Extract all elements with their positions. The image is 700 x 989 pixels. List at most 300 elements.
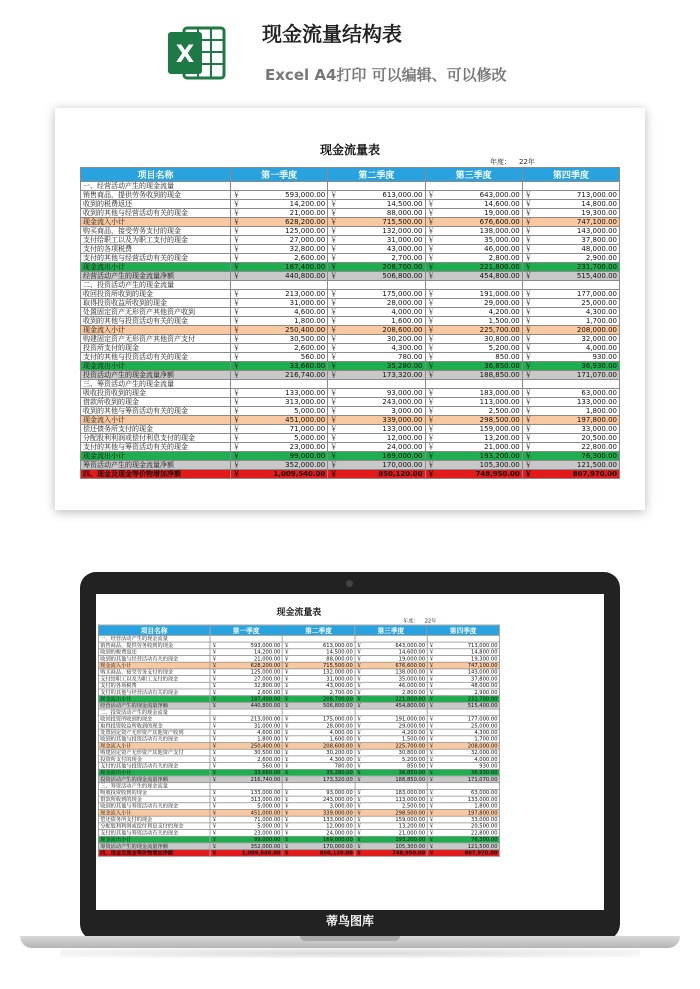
cell-value — [427, 729, 499, 736]
currency-symbol: ￥ — [524, 317, 532, 325]
amount: 21,000.00 — [484, 443, 520, 451]
currency-symbol: ￥ — [427, 443, 435, 451]
cell-value — [425, 371, 522, 380]
amount: 2,600.00 — [257, 689, 281, 696]
cell-value — [231, 443, 328, 452]
cell-value — [282, 743, 354, 750]
currency-symbol: ￥ — [524, 191, 532, 199]
amount: 4,300.00 — [391, 344, 423, 352]
cell-value — [210, 796, 282, 803]
currency-symbol: ￥ — [427, 263, 435, 271]
currency-symbol: ￥ — [428, 675, 435, 682]
amount: 780.00 — [398, 353, 423, 361]
amount: 12,000.00 — [386, 434, 423, 442]
cell-value — [355, 662, 427, 669]
cell-value — [427, 776, 499, 783]
amount: 515,400.00 — [576, 272, 617, 280]
row-label: 购买商品，接受劳务支付的现金 — [98, 669, 210, 676]
cell-value — [328, 272, 425, 281]
currency-symbol: ￥ — [524, 344, 532, 352]
currency-symbol: ￥ — [284, 769, 290, 776]
amount: 14,600.00 — [398, 649, 426, 656]
amount: 208,700.00 — [382, 263, 423, 271]
amount: 183,000.00 — [395, 789, 426, 796]
currency-symbol: ￥ — [233, 299, 240, 307]
cell-value — [427, 655, 499, 662]
amount: 298,500.00 — [395, 809, 426, 816]
cell-value — [328, 461, 425, 470]
amount: 175,000.00 — [382, 290, 423, 298]
cell-value — [328, 191, 425, 200]
currency-symbol: ￥ — [428, 689, 435, 696]
amount: 25,000.00 — [581, 299, 617, 307]
currency-symbol: ￥ — [356, 816, 362, 823]
amount: 133,000.00 — [322, 816, 353, 823]
cell-value — [427, 769, 499, 776]
table-row — [81, 308, 620, 317]
cell-value — [522, 380, 619, 389]
row-label: 偿还债务所支付的现金 — [81, 425, 231, 434]
cell-value — [328, 389, 425, 398]
cell-value — [425, 380, 522, 389]
cell-value — [231, 209, 328, 218]
currency-symbol: ￥ — [524, 353, 532, 361]
cell-value — [522, 362, 619, 371]
currency-symbol: ￥ — [284, 702, 290, 709]
row-label: 支付的其他与筹资活动有关的现金 — [98, 830, 210, 837]
table-row — [98, 783, 499, 790]
amount: 747,100.00 — [467, 662, 498, 669]
cell-value — [425, 461, 522, 470]
row-label: 现金流入小计 — [98, 809, 210, 816]
amount: 560.00 — [262, 762, 281, 769]
amount: 14,600.00 — [484, 200, 520, 208]
row-label: 现金流入小计 — [98, 743, 210, 750]
currency-symbol: ￥ — [233, 254, 240, 262]
currency-symbol: ￥ — [524, 218, 532, 226]
amount: 807,970.00 — [464, 850, 498, 856]
cell-value — [282, 756, 354, 763]
cell-value — [427, 649, 499, 656]
cell-value — [282, 796, 354, 803]
amount: 30,500.00 — [289, 335, 326, 343]
cell-value — [328, 209, 425, 218]
currency-symbol: ￥ — [211, 662, 218, 669]
amount: 177,000.00 — [576, 290, 617, 298]
cell-value — [231, 389, 328, 398]
cell-value — [282, 642, 354, 649]
currency-symbol: ￥ — [524, 416, 532, 424]
table-row — [81, 191, 620, 200]
amount: 1,600.00 — [329, 736, 353, 743]
cell-value — [522, 461, 619, 470]
amount: 30,500.00 — [253, 749, 281, 756]
cell-value — [231, 218, 328, 227]
amount: 1,600.00 — [391, 317, 423, 325]
column-header: 第四季度 — [427, 625, 499, 635]
row-label: 借款所收到的现金 — [81, 398, 231, 407]
cell-value — [210, 642, 282, 649]
amount: 22,800.00 — [471, 829, 498, 836]
currency-symbol: ￥ — [428, 682, 435, 689]
row-label: 分配股利利润或偿付利息支付的现金 — [81, 434, 231, 443]
cell-value — [328, 245, 425, 254]
cell-value — [231, 182, 328, 191]
currency-symbol: ￥ — [330, 263, 338, 271]
cell-value — [328, 434, 425, 443]
amount: 2,900.00 — [474, 689, 498, 696]
table-row — [98, 743, 499, 750]
amount: 4,000.00 — [329, 729, 353, 736]
cell-value — [231, 281, 328, 290]
brand-label: 蒂鸟图库 — [325, 914, 374, 928]
currency-symbol: ￥ — [211, 669, 218, 676]
amount: 208,700.00 — [322, 696, 353, 702]
table-row — [81, 263, 620, 272]
page-subtitle: Excel A4打印 可以编辑、可以修改 — [265, 66, 507, 84]
cell-value — [328, 200, 425, 209]
table-row — [81, 407, 620, 416]
amount: 593,000.00 — [250, 642, 281, 649]
row-label: 分配股利利润或偿付利息支付的现金 — [98, 823, 210, 830]
amount: 440,800.00 — [285, 272, 326, 280]
currency-symbol: ￥ — [330, 470, 338, 478]
currency-symbol: ￥ — [524, 263, 532, 271]
amount: 197,800.00 — [467, 809, 498, 816]
currency-symbol: ￥ — [233, 209, 240, 217]
cell-value — [355, 642, 427, 649]
currency-symbol: ￥ — [356, 749, 362, 756]
cell-value — [522, 470, 619, 479]
cell-value — [522, 281, 619, 290]
currency-symbol: ￥ — [330, 227, 338, 235]
row-label: 收到的税费返还 — [98, 649, 210, 656]
amount: 243,000.00 — [382, 398, 423, 406]
amount: 133,000.00 — [285, 389, 326, 397]
amount: 14,200.00 — [253, 649, 281, 656]
cell-value — [210, 749, 282, 756]
cell-value — [427, 763, 499, 770]
currency-symbol: ￥ — [427, 335, 435, 343]
amount: 250,400.00 — [250, 742, 281, 749]
currency-symbol: ￥ — [428, 655, 435, 662]
currency-symbol: ￥ — [233, 362, 240, 370]
cell-value — [282, 676, 354, 683]
amount: 1,800.00 — [257, 736, 281, 743]
table-row — [98, 655, 499, 662]
currency-symbol: ￥ — [330, 452, 338, 460]
cell-value — [210, 669, 282, 676]
row-label: 投资所支付的现金 — [81, 344, 231, 353]
amount: 187,400.00 — [250, 696, 281, 702]
amount: 3,000.00 — [391, 407, 423, 415]
amount: 36,930.00 — [581, 362, 617, 370]
cell-value — [425, 245, 522, 254]
cell-value — [210, 649, 282, 656]
cell-value — [231, 452, 328, 461]
amount: 32,000.00 — [471, 749, 498, 756]
row-label: 收到的其他与投资活动有关的现金 — [81, 317, 231, 326]
cell-value — [328, 326, 425, 335]
row-label: 收到的其他与投资活动有关的现金 — [98, 736, 210, 743]
cell-value — [355, 669, 427, 676]
amount: 43,000.00 — [386, 245, 423, 253]
amount: 628,200.00 — [250, 662, 281, 669]
row-label: 三、筹资活动产生的现金流量 — [98, 783, 210, 790]
cell-value — [328, 290, 425, 299]
currency-symbol: ￥ — [233, 470, 240, 478]
cell-value — [355, 649, 427, 656]
cell-value — [282, 736, 354, 743]
excel-icon — [166, 22, 228, 84]
amount: 121,500.00 — [467, 843, 498, 850]
row-label: 现金流入小计 — [81, 326, 231, 335]
cell-value — [210, 769, 282, 776]
currency-symbol: ￥ — [427, 344, 435, 352]
cell-value — [425, 290, 522, 299]
amount: 593,000.00 — [285, 191, 326, 199]
amount: 36,930.00 — [471, 769, 498, 776]
amount: 63,000.00 — [581, 389, 617, 397]
currency-symbol: ￥ — [428, 829, 435, 836]
amount: 159,000.00 — [479, 425, 520, 433]
currency-symbol: ￥ — [428, 843, 435, 850]
cell-value — [210, 809, 282, 816]
year-label: 年度： — [403, 617, 419, 624]
currency-symbol: ￥ — [427, 272, 435, 280]
cell-value — [425, 434, 522, 443]
cell-value — [425, 470, 522, 479]
row-label: 现金流入小计 — [81, 218, 231, 227]
row-label: 四、现金及现金等价物增加净额 — [81, 470, 231, 479]
cell-value — [231, 200, 328, 209]
currency-symbol: ￥ — [330, 389, 338, 397]
currency-symbol: ￥ — [284, 682, 290, 689]
amount: 170,000.00 — [382, 461, 423, 469]
amount: 14,800.00 — [471, 649, 498, 656]
currency-symbol: ￥ — [356, 796, 362, 803]
currency-symbol: ￥ — [427, 353, 435, 361]
cell-value — [425, 416, 522, 425]
table-row — [98, 796, 499, 803]
amount: 14,800.00 — [581, 200, 617, 208]
cell-value — [355, 709, 427, 716]
row-label: 收到的其他与经营活动有关的现金 — [98, 655, 210, 662]
currency-symbol: ￥ — [428, 662, 435, 669]
row-label: 收到的税费返还 — [81, 200, 231, 209]
currency-symbol: ￥ — [428, 669, 435, 676]
currency-symbol: ￥ — [233, 308, 240, 316]
amount: 21,000.00 — [289, 209, 326, 217]
currency-symbol: ￥ — [233, 389, 240, 397]
cell-value — [425, 452, 522, 461]
currency-symbol: ￥ — [427, 371, 435, 379]
cell-value — [522, 434, 619, 443]
cell-value — [231, 308, 328, 317]
table-row — [98, 729, 499, 736]
table-row — [98, 850, 499, 857]
amount: 221,800.00 — [395, 696, 426, 702]
amount: 32,800.00 — [289, 245, 326, 253]
year-line — [98, 618, 500, 625]
column-header: 第一季度 — [231, 168, 328, 182]
currency-symbol: ￥ — [524, 398, 532, 406]
amount: 643,000.00 — [479, 191, 520, 199]
amount: 5,000.00 — [257, 803, 281, 810]
amount: 36,850.00 — [484, 362, 520, 370]
table-row — [98, 635, 499, 642]
cell-value — [522, 371, 619, 380]
currency-symbol: ￥ — [284, 742, 290, 749]
amount: 4,600.00 — [257, 729, 281, 736]
currency-symbol: ￥ — [211, 642, 218, 649]
amount: 676,600.00 — [395, 662, 426, 669]
cell-value — [425, 407, 522, 416]
amount: 23,000.00 — [289, 443, 326, 451]
amount: 188,850.00 — [395, 776, 426, 783]
amount: 48,000.00 — [581, 245, 617, 253]
currency-symbol: ￥ — [330, 335, 338, 343]
cell-value — [427, 816, 499, 823]
row-label: 取得投资收益所收到的现金 — [98, 722, 210, 729]
cell-value — [231, 335, 328, 344]
cell-value — [522, 452, 619, 461]
cell-value — [210, 689, 282, 696]
cell-value — [355, 850, 427, 857]
amount: 187,400.00 — [285, 263, 326, 271]
amount: 628,200.00 — [285, 218, 326, 226]
svg-text:X: X — [175, 40, 195, 68]
currency-symbol: ￥ — [427, 452, 435, 460]
amount: 125,000.00 — [285, 227, 326, 235]
amount: 132,000.00 — [382, 227, 423, 235]
amount: 46,000.00 — [484, 245, 520, 253]
currency-symbol: ￥ — [284, 756, 290, 763]
cell-value — [425, 398, 522, 407]
amount: 29,000.00 — [484, 299, 520, 307]
cell-value — [231, 461, 328, 470]
currency-symbol: ￥ — [356, 675, 362, 682]
currency-symbol: ￥ — [330, 326, 338, 334]
table-row — [81, 290, 620, 299]
currency-symbol: ￥ — [233, 227, 240, 235]
currency-symbol: ￥ — [428, 756, 435, 763]
cell-value — [522, 317, 619, 326]
amount: 27,000.00 — [289, 236, 326, 244]
amount: 850,120.00 — [378, 470, 423, 478]
amount: 93,000.00 — [326, 789, 353, 796]
cell-value — [522, 227, 619, 236]
amount: 2,500.00 — [401, 803, 426, 810]
cell-value — [522, 443, 619, 452]
currency-symbol: ￥ — [356, 823, 362, 830]
cell-value — [282, 722, 354, 729]
currency-symbol: ￥ — [330, 425, 338, 433]
cell-value — [328, 281, 425, 290]
cell-value — [355, 783, 427, 790]
currency-symbol: ￥ — [284, 809, 290, 816]
cell-value — [522, 353, 619, 362]
currency-symbol: ￥ — [284, 823, 290, 830]
table-row — [81, 335, 620, 344]
amount: 1,800.00 — [585, 407, 617, 415]
amount: 454,800.00 — [479, 272, 520, 280]
table-row — [81, 281, 620, 290]
cell-value — [282, 809, 354, 816]
cell-value — [425, 326, 522, 335]
currency-symbol: ￥ — [330, 434, 338, 442]
cell-value — [522, 200, 619, 209]
row-label: 收到的其他与筹资活动有关的现金 — [81, 407, 231, 416]
currency-symbol: ￥ — [211, 769, 218, 776]
table-row — [81, 443, 620, 452]
currency-symbol: ￥ — [524, 254, 532, 262]
amount: 138,000.00 — [479, 227, 520, 235]
amount: 352,000.00 — [285, 461, 326, 469]
amount: 440,800.00 — [250, 702, 281, 709]
currency-symbol: ￥ — [356, 662, 362, 669]
currency-symbol: ￥ — [356, 776, 362, 783]
currency-symbol: ￥ — [427, 398, 435, 406]
currency-symbol: ￥ — [233, 272, 240, 280]
currency-symbol: ￥ — [356, 850, 362, 856]
amount: 4,200.00 — [401, 729, 426, 736]
currency-symbol: ￥ — [211, 789, 218, 796]
row-label: 现金流出小计 — [98, 836, 210, 843]
amount: 4,000.00 — [391, 308, 423, 316]
table-row — [81, 236, 620, 245]
amount: 125,000.00 — [250, 669, 281, 676]
amount: 24,000.00 — [386, 443, 423, 451]
currency-symbol: ￥ — [330, 362, 338, 370]
currency-symbol: ￥ — [211, 803, 218, 810]
amount: 35,280.00 — [386, 362, 423, 370]
currency-symbol: ￥ — [330, 461, 338, 469]
cell-value — [282, 850, 354, 857]
table-row — [81, 362, 620, 371]
table-row — [98, 642, 499, 649]
currency-symbol: ￥ — [330, 290, 338, 298]
currency-symbol: ￥ — [427, 299, 435, 307]
cell-value — [282, 783, 354, 790]
amount: 31,000.00 — [386, 236, 423, 244]
table-row — [98, 749, 499, 756]
currency-symbol: ￥ — [524, 461, 532, 469]
currency-symbol: ￥ — [356, 843, 362, 850]
currency-symbol: ￥ — [524, 335, 532, 343]
cell-value — [425, 254, 522, 263]
currency-symbol: ￥ — [524, 434, 532, 442]
currency-symbol: ￥ — [284, 716, 290, 723]
amount: 676,600.00 — [479, 218, 520, 226]
amount: 506,800.00 — [322, 702, 353, 709]
currency-symbol: ￥ — [427, 434, 435, 442]
amount: 1,700.00 — [585, 317, 617, 325]
cashflow-table-small — [98, 625, 500, 857]
cell-value — [231, 299, 328, 308]
currency-symbol: ￥ — [284, 850, 290, 856]
currency-symbol: ￥ — [427, 326, 435, 334]
amount: 20,500.00 — [471, 823, 498, 830]
amount: 32,800.00 — [253, 682, 281, 689]
currency-symbol: ￥ — [211, 776, 218, 783]
table-row — [98, 682, 499, 689]
cell-value — [231, 371, 328, 380]
sheet-preview-small — [98, 606, 500, 857]
cell-value — [231, 254, 328, 263]
amount: 713,000.00 — [576, 191, 617, 199]
currency-symbol: ￥ — [330, 443, 338, 451]
